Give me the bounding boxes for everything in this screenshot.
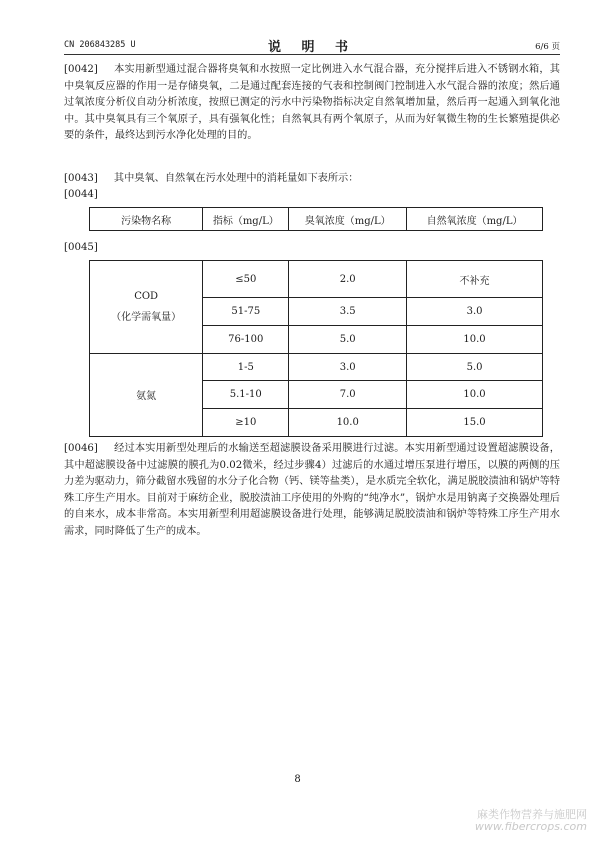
table-cell: 10.0 — [407, 325, 543, 353]
document-title: 说 明 书 — [267, 40, 357, 55]
watermark-url: www.fibercrops.com — [474, 820, 587, 833]
pollutant-name-cell — [90, 261, 203, 354]
table-cell: 76-100 — [203, 325, 289, 353]
table-cell: ≥10 — [203, 409, 289, 437]
table-cell: 5.0 — [289, 325, 407, 353]
table-cell: ≤50 — [203, 261, 289, 298]
paragraph-code: [0043] — [64, 173, 98, 184]
table-cell: 5.0 — [407, 353, 543, 381]
paragraph-text: 其中臭氧、自然氧在污水处理中的消耗量如下表所示： — [113, 173, 359, 184]
pollutant-name-cell — [90, 353, 203, 436]
watermark-text: 麻类作物营养与施肥网 — [477, 808, 587, 821]
table-row — [90, 353, 543, 381]
table-cell: 7.0 — [289, 381, 407, 409]
table-header-cell: 自然氧浓度（mg/L） — [407, 208, 543, 231]
paragraph-text: 本实用新型通过混合器将臭氧和水按照一定比例进入水气混合器，充分搅拌后进入不锈钢水箱，其中臭氧反应器的作用一是存储臭氧，二是通过配套连接的气表和控制阀门控制进入水气混合器的浓度；然后通过氧浓度分析仪自动分析浓度，按照已测定的污水中污染物指标决定自然氧增加量，然后再一起通入到氧化池中。其中臭氧具有三个氧原子，具有强氧化性；自然氧具有两个氧原子，从而为好氧微生物的生长繁殖提供必要的条件，最终达到污水净化处理的目的。 — [64, 64, 560, 141]
table-header-cell: 指标（mg/L） — [203, 208, 289, 231]
table-cell: 3.0 — [289, 353, 407, 381]
table-cell: 10.0 — [407, 381, 543, 409]
paragraph-text: 经过本实用新型处理后的水输送至超滤膜设备采用膜进行过滤。本实用新型通过设置超滤膜设备，其中超滤膜设备中过滤膜的膜孔为0.02微米，经过步骤4）过滤后的水通过增压泵进行增压，以膜的两侧的压力差为驱动力，筛分截留水残留的水分子化合物（钙、镁等盐类），是水质完全软化，满足脱胶渍油和锅炉等特殊工序生产用水。目前对于麻纺企业，脱胶渍油工序使用的外购的“纯净水”，锅炉水是用钠离子交换器处理后的自来水，成本非常高。本实用新型利用超滤膜设备进行处理，能够满足脱胶渍油和锅炉等特殊工序生产用水需求，同时降低了生产的成本。 — [64, 443, 560, 537]
paragraph-code: [0042] — [64, 64, 98, 75]
patent-number: CN 206843285 U — [64, 40, 136, 50]
page-number: 8 — [294, 774, 301, 785]
table-cell: 不补充 — [407, 261, 543, 298]
header-table — [89, 207, 543, 231]
table-cell: 5.1-10 — [203, 381, 289, 409]
table-row — [90, 261, 543, 298]
paragraph-code: [0046] — [64, 443, 98, 454]
table-cell: 3.5 — [289, 298, 407, 326]
pollutant-name-note: （化学需氧量） — [111, 311, 182, 323]
table-row — [90, 208, 543, 231]
table-cell: 2.0 — [289, 261, 407, 298]
table-cell: 1-5 — [203, 353, 289, 381]
pollutant-name: 氨氮 — [136, 391, 157, 403]
pollutant-name: COD — [134, 290, 159, 302]
table-header-cell: 污染物名称 — [90, 208, 203, 231]
paragraph-0042 — [64, 62, 560, 145]
consumption-table — [89, 260, 543, 437]
table-cell: 15.0 — [407, 409, 543, 437]
table-header-cell: 臭氧浓度（mg/L） — [289, 208, 407, 231]
paragraph-code-0045: [0045] — [64, 242, 98, 253]
paragraph-0046 — [64, 441, 560, 540]
paragraph-code-0044: [0044] — [64, 189, 98, 200]
paragraph-0043 — [64, 171, 560, 188]
table-cell: 3.0 — [407, 298, 543, 326]
table-cell: 10.0 — [289, 409, 407, 437]
table-cell: 51-75 — [203, 298, 289, 326]
page-indicator: 6/6 页 — [535, 42, 560, 52]
page-header — [64, 38, 560, 55]
